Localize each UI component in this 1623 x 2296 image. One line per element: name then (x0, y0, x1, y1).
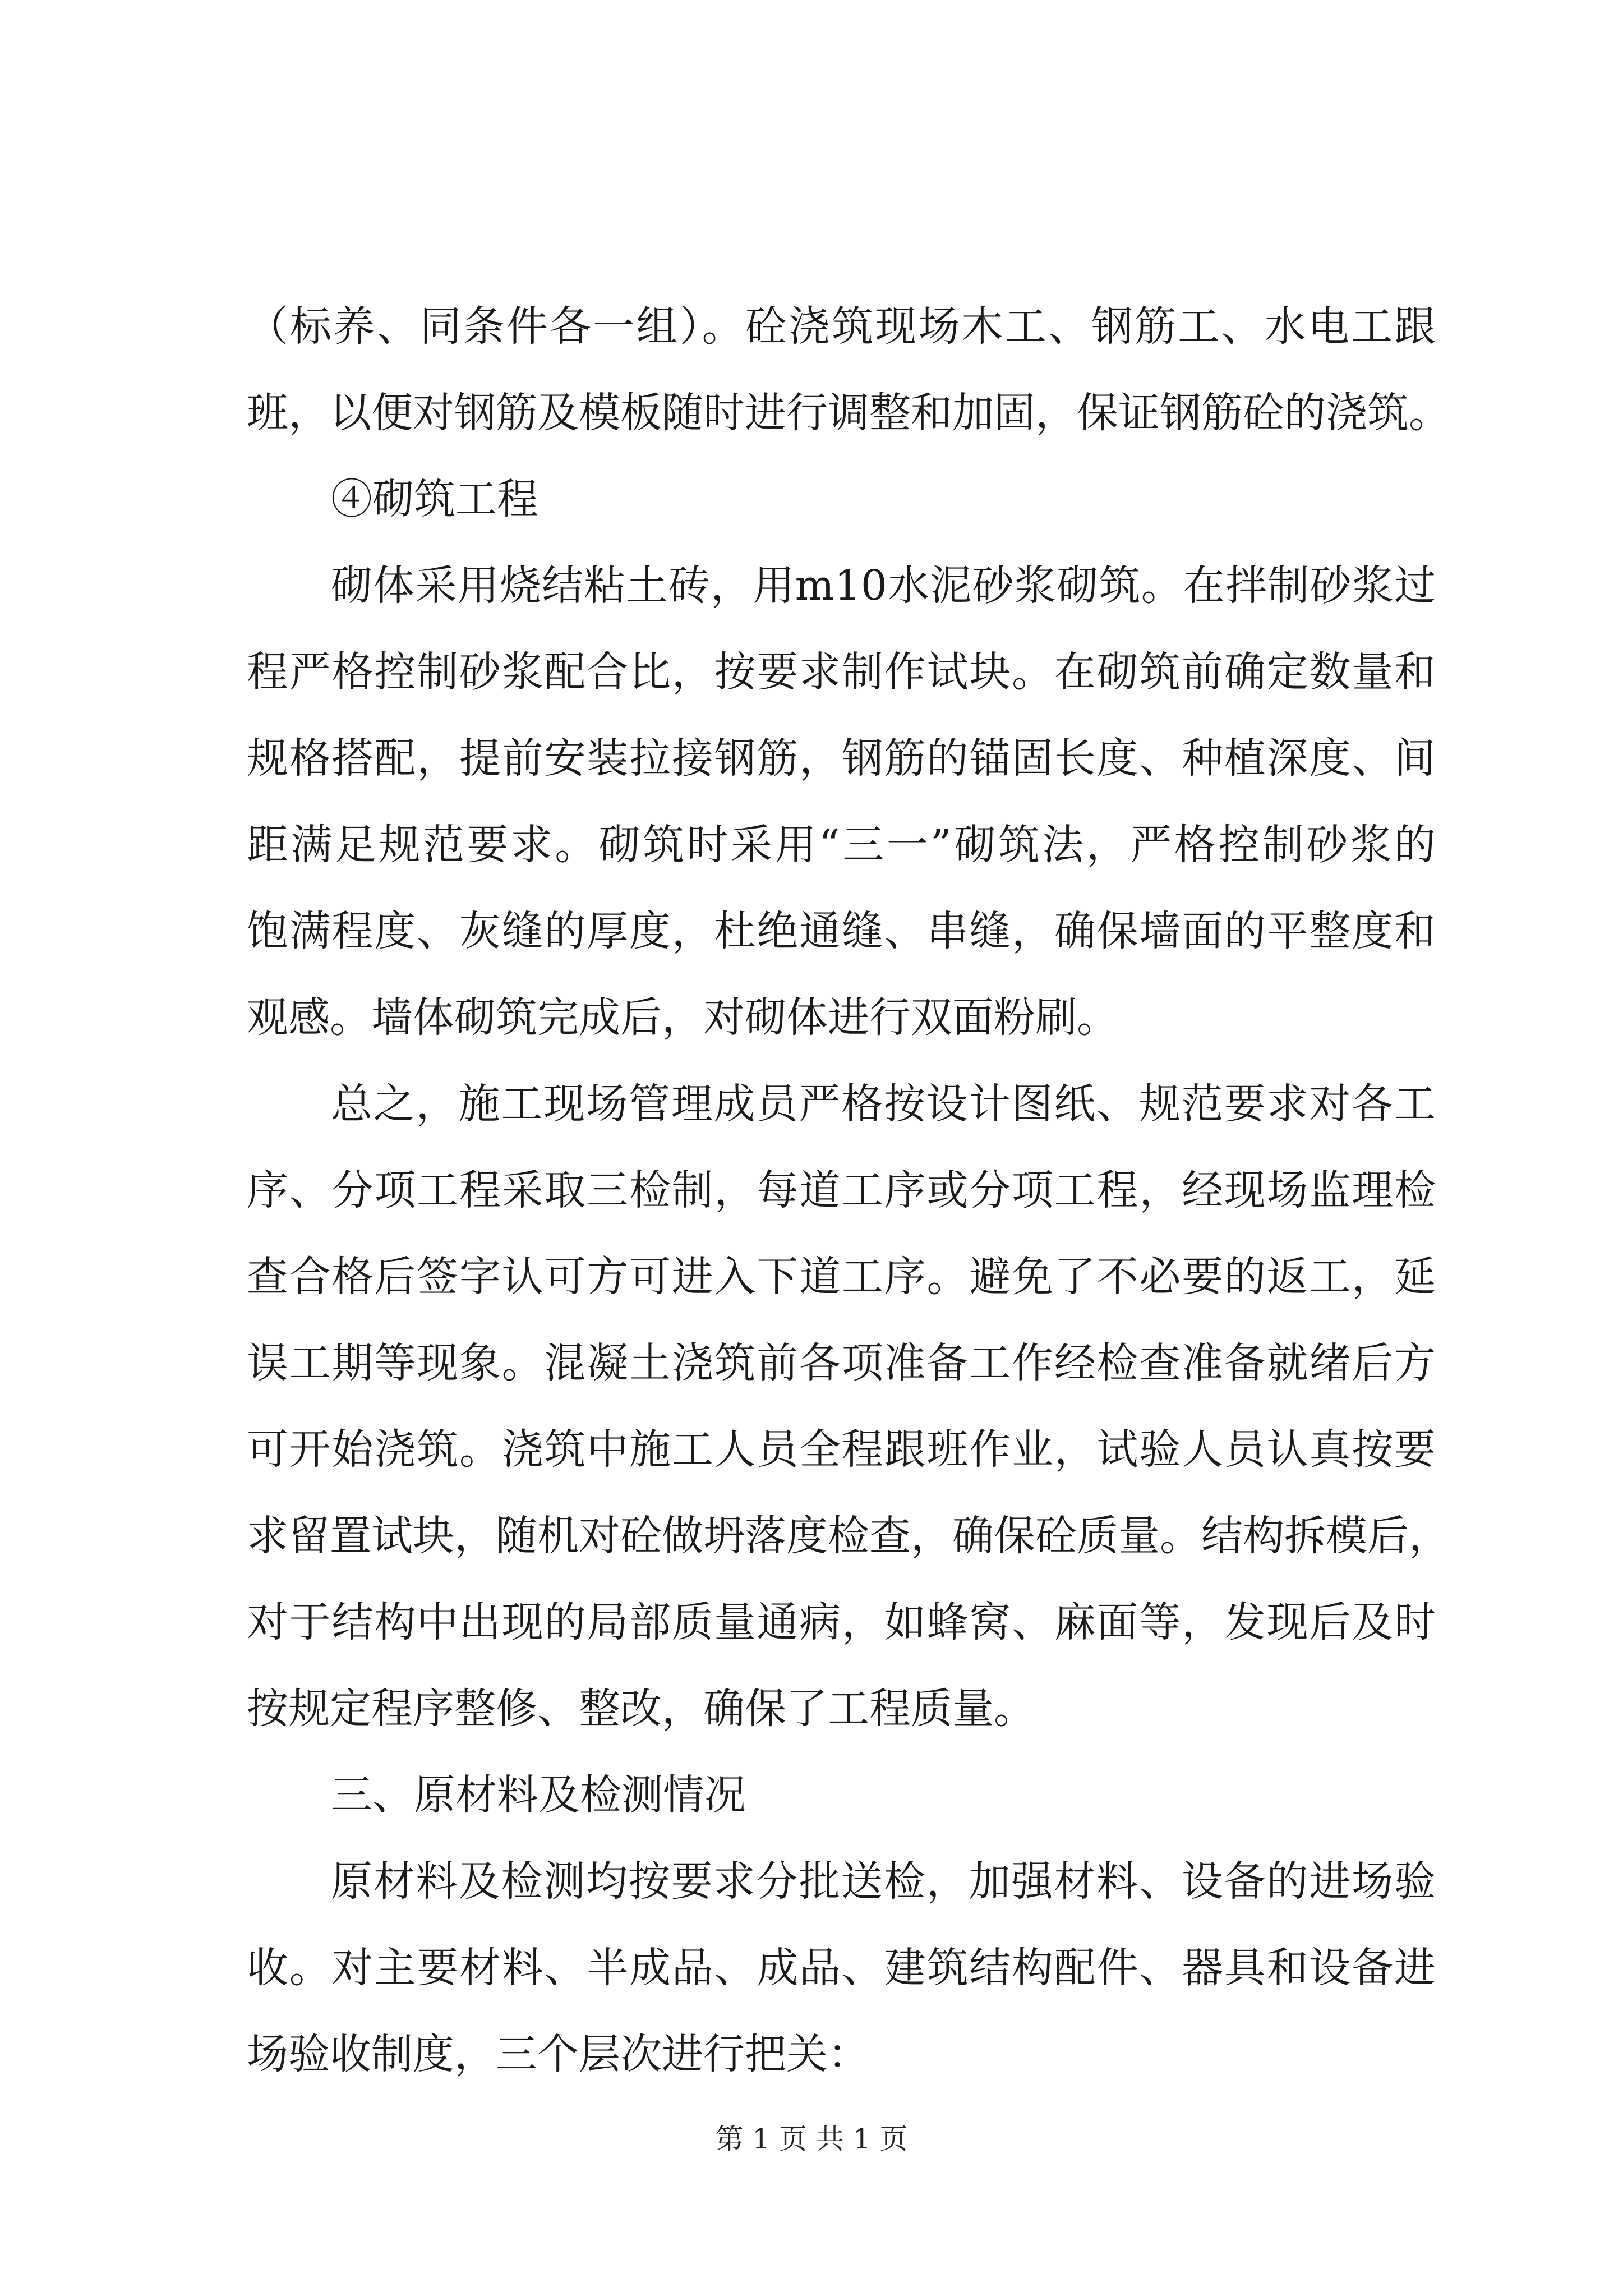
page-number-footer: 第 1 页 共 1 页 (715, 2123, 908, 2155)
text-line: 砌体采用烧结粘土砖，用m10水泥砂浆砌筑。在拌制砂浆过 (331, 562, 1436, 610)
text-line: 误工期等现象。混凝土浇筑前各项准备工作经检查准备就绪后方 (247, 1339, 1436, 1387)
text-line: 程严格控制砂浆配合比，按要求制作试块。在砌筑前确定数量和 (247, 648, 1436, 696)
text-line: 查合格后签字认可方可进入下道工序。避免了不必要的返工，延 (247, 1253, 1436, 1301)
text-line: 求留置试块，随机对砼做坍落度检查，确保砼质量。结构拆模后， (247, 1512, 1450, 1560)
text-line: 班，以便对钢筋及模板随时进行调整和加固，保证钢筋砼的浇筑。 (247, 389, 1450, 437)
section-heading: 三、原材料及检测情况 (331, 1771, 746, 1819)
section-heading: ④砌筑工程 (331, 475, 538, 523)
text-line: 饱满程度、灰缝的厚度，杜绝通缝、串缝，确保墙面的平整度和 (247, 907, 1436, 955)
text-line: 可开始浇筑。浇筑中施工人员全程跟班作业，试验人员认真按要 (247, 1425, 1436, 1474)
text-line: 规格搭配，提前安装拉接钢筋，钢筋的锚固长度、种植深度、间 (247, 734, 1436, 783)
text-line: 观感。墙体砌筑完成后，对砌体进行双面粉刷。 (247, 993, 1118, 1042)
text-line: 距满足规范要求。砌筑时采用“三一”砌筑法，严格控制砂浆的 (247, 821, 1436, 869)
text-line: 总之，施工现场管理成员严格按设计图纸、规范要求对各工 (331, 1080, 1436, 1128)
text-line: 原材料及检测均按要求分批送检，加强材料、设备的进场验 (331, 1857, 1436, 1906)
text-line: （标养、同条件各一组）。砼浇筑现场木工、钢筋工、水电工跟 (247, 302, 1436, 351)
text-line: 收。对主要材料、半成品、成品、建筑结构配件、器具和设备进 (247, 1944, 1436, 1992)
text-line: 场验收制度，三个层次进行把关： (247, 2030, 869, 2078)
text-line: 序、分项工程采取三检制，每道工序或分项工程，经现场监理检 (247, 1166, 1436, 1214)
text-line: 对于结构中出现的局部质量通病，如蜂窝、麻面等，发现后及时 (247, 1598, 1436, 1646)
text-line: 按规定程序整修、整改，确保了工程质量。 (247, 1685, 1035, 1733)
